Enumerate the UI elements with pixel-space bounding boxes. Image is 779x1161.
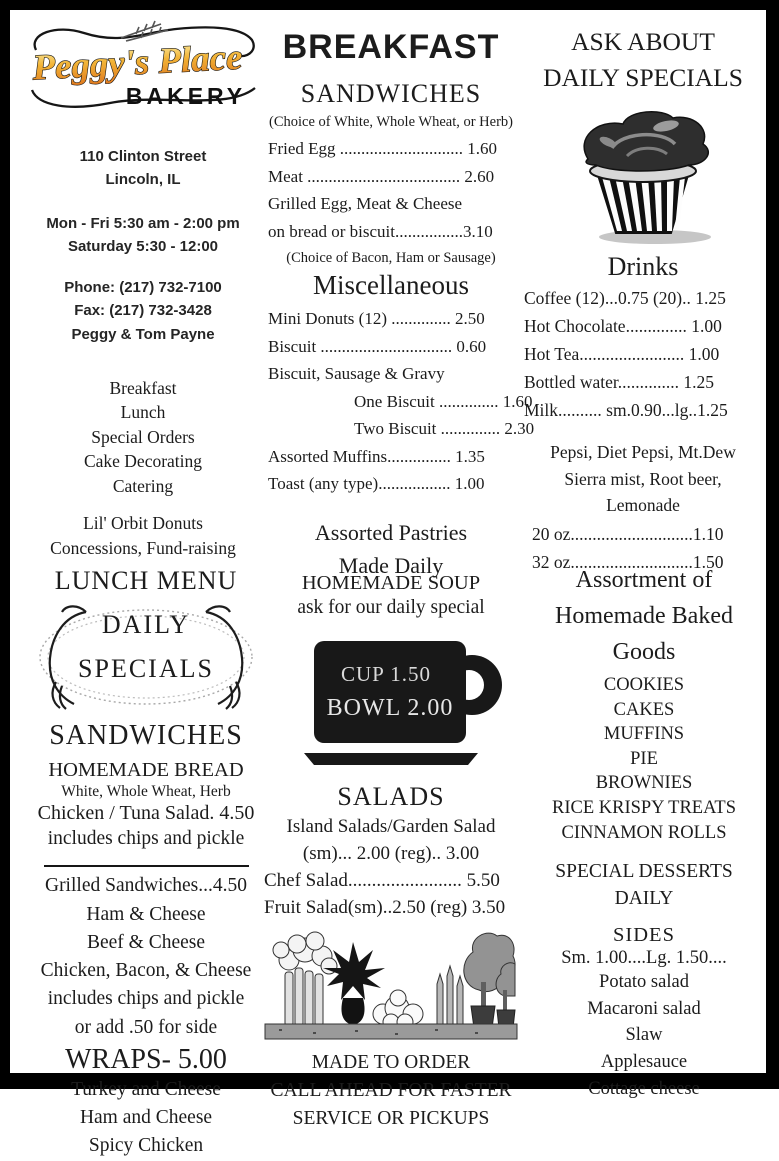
cupcake-image <box>567 107 719 247</box>
menu-line: MUFFINS <box>603 724 685 745</box>
soda-line: Pepsi, Diet Pepsi, Mt.Dew <box>550 442 736 463</box>
drinks-title: Drinks <box>607 252 679 282</box>
menu-line: Cottage cheese <box>588 1079 700 1099</box>
menu-line: Milk.......... sm.0.90...lg..1.25 <box>524 400 728 421</box>
menu-line: includes chips and pickle <box>47 988 245 1010</box>
service-item: Breakfast <box>109 377 177 398</box>
hours-line: Mon - Fri 5:30 am - 2:00 pm <box>46 214 240 232</box>
bakery-info-column <box>20 18 266 560</box>
service-item: Special Orders <box>91 426 195 447</box>
breakfast-column <box>262 18 535 582</box>
service-item: Cake Decorating <box>83 451 203 472</box>
salads-title: SALADS <box>337 782 445 811</box>
menu-line: 20 oz............................1.10 <box>532 524 724 545</box>
service-item: Lil' Orbit Donuts <box>83 513 203 534</box>
services-list-2 <box>20 511 266 560</box>
menu-line: Spicy Chicken <box>88 1135 204 1157</box>
address-line: 110 Clinton Street <box>79 148 207 165</box>
soda-line: Sierra mist, Root beer, <box>564 468 722 489</box>
fax-line: Fax: (217) 732-3428 <box>74 302 212 320</box>
menu-line: Slaw <box>625 1025 663 1046</box>
wraps-list <box>22 1076 270 1161</box>
sides-list <box>520 969 768 1103</box>
title-line: DAILY SPECIALS <box>543 62 743 92</box>
bread-types: White, Whole Wheat, Herb <box>61 783 231 800</box>
menu-line: Potato salad <box>599 971 689 992</box>
menu-line: Biscuit, Sausage & Gravy <box>268 364 445 384</box>
soup-salads-column <box>262 572 520 1134</box>
menu-line: or add .50 for side <box>74 1016 218 1038</box>
daily-specials-banner <box>22 598 270 716</box>
breakfast-title: BREAKFAST <box>282 28 500 66</box>
menu-line: Bottled water.............. 1.25 <box>524 372 715 393</box>
menu-line: COOKIES <box>603 675 685 695</box>
bread-choice-note: (Choice of White, Whole Wheat, or Herb) <box>268 114 513 130</box>
logo-name: Peggy's Place <box>30 36 238 88</box>
services-list <box>20 376 266 499</box>
footer-line: CALL AHEAD FOR FASTER <box>270 1080 512 1102</box>
sandwiches-title: SANDWICHES <box>300 79 482 108</box>
service-item: Concessions, Fund-raising <box>50 537 236 558</box>
menu-line: Coffee (12)...0.75 (20).. 1.25 <box>524 288 726 309</box>
menu-line: Grilled Egg, Meat & Cheese <box>268 194 463 214</box>
menu-line: CAKES <box>613 699 675 720</box>
menu-line: RICE KRISPY TREATS <box>551 797 736 818</box>
logo-sub: BAKERY <box>125 83 246 109</box>
lunch-column <box>22 566 270 1161</box>
sides-price-line: Sm. 1.00....Lg. 1.50.... <box>561 947 727 968</box>
service-item: Lunch <box>120 402 166 423</box>
daily-label: DAILY <box>101 610 191 639</box>
misc-title: Miscellaneous <box>313 270 469 301</box>
menu-line: Biscuit ............................... 0.60 <box>268 336 487 356</box>
wraps-title: WRAPS- 5.00 <box>65 1043 227 1075</box>
menu-line: Ham & Cheese <box>86 903 206 925</box>
menu-line: Turkey and Cheese <box>71 1078 221 1100</box>
pastries-line: Made Daily <box>338 552 444 578</box>
hours-line: Saturday 5:30 - 12:00 <box>67 237 219 255</box>
meat-choice-note: (Choice of Bacon, Ham or Sausage) <box>286 250 496 267</box>
coffee-mug-image <box>288 633 494 769</box>
menu-line: Island Salads/Garden Salad <box>286 816 496 837</box>
vegetables-image <box>265 926 517 1044</box>
menu-line: Macaroni salad <box>587 998 701 1019</box>
lunch-title: LUNCH MENU <box>54 566 238 595</box>
sides-title: SIDES <box>613 923 675 946</box>
drink-items <box>518 284 768 424</box>
homemade-bread-title: HOMEMADE BREAD <box>48 759 244 781</box>
menu-line: Fruit Salad(sm)..2.50 (reg) 3.50 <box>264 896 506 918</box>
menu-line: CINNAMON ROLLS <box>561 822 727 843</box>
menu-line: on bread or biscuit................3.10 <box>268 221 493 241</box>
section-divider <box>44 865 249 867</box>
lunch-sandwiches-title: SANDWICHES <box>49 720 243 751</box>
menu-line: Two Biscuit .............. 2.30 <box>354 419 535 439</box>
desserts-line: SPECIAL DESSERTS <box>555 861 733 883</box>
bowl-price-label: BOWL 2.00 <box>326 695 454 721</box>
menu-line: Chicken, Bacon, & Cheese <box>40 960 252 982</box>
ask-about-title <box>518 24 768 95</box>
contact <box>20 276 266 346</box>
menu-line: Toast (any type)................. 1.00 <box>268 474 485 494</box>
footer-line: SERVICE OR PICKUPS <box>292 1108 490 1130</box>
owners-line: Peggy & Tom Payne <box>71 325 215 343</box>
menu-line: PIE <box>630 748 658 769</box>
phone-line: Phone: (217) 732-7100 <box>64 279 222 296</box>
soup-subtitle: ask for our daily special <box>297 597 485 618</box>
menu-line: Applesauce <box>600 1052 688 1073</box>
title-line: Assortment of <box>575 567 713 593</box>
specials-label: SPECIALS <box>78 654 214 683</box>
menu-line: (sm)... 2.00 (reg).. 3.00 <box>302 842 480 864</box>
footer-line: MADE TO ORDER <box>311 1051 471 1073</box>
menu-line: Meat .................................... 2.60 <box>268 166 495 186</box>
chicken-tuna-line: Chicken / Tuna Salad. 4.50 <box>37 802 255 824</box>
baked-goods-column <box>520 562 768 1103</box>
misc-items <box>262 305 535 498</box>
pastries-line: Assorted Pastries <box>314 519 468 545</box>
title-line: Homemade Baked <box>555 603 733 629</box>
grilled-sandwiches <box>22 872 270 1042</box>
cup-price-label: CUP 1.50 <box>340 662 432 686</box>
menu-line: Hot Tea........................ 1.00 <box>524 344 720 365</box>
baked-goods-title <box>520 562 768 670</box>
menu-line: Beef & Cheese <box>86 931 206 953</box>
menu-line: Fried Egg ............................. 1.60 <box>268 139 498 158</box>
soda-line: Lemonade <box>606 494 680 515</box>
desserts-line: DAILY <box>614 888 674 910</box>
soup-title: HOMEMADE SOUP <box>301 572 481 594</box>
address <box>20 145 266 192</box>
menu-line: 32 oz............................1.50 <box>532 552 724 573</box>
chicken-note: includes chips and pickle <box>47 828 245 849</box>
menu-line: Ham and Cheese <box>79 1107 213 1129</box>
salad-items <box>262 814 520 922</box>
menu-line: BROWNIES <box>595 773 693 794</box>
menu-line: Chef Salad........................ 5.50 <box>264 869 500 891</box>
address-line: Lincoln, IL <box>105 171 181 189</box>
baked-goods-list <box>520 673 768 845</box>
breakfast-sandwich-items <box>262 135 520 245</box>
menu-line: Mini Donuts (12) .............. 2.50 <box>268 309 485 329</box>
hours <box>20 212 266 259</box>
soda-list <box>518 439 768 518</box>
menu-line: Grilled Sandwiches...4.50 <box>44 875 247 897</box>
title-line: ASK ABOUT <box>571 27 715 56</box>
bakery-logo <box>26 18 261 114</box>
special-desserts <box>520 858 768 913</box>
made-to-order-note <box>262 1049 520 1134</box>
menu-line: One Biscuit .............. 1.60 <box>354 391 533 411</box>
title-line: Goods <box>612 639 676 665</box>
specials-column <box>518 22 768 576</box>
menu-line: Assorted Muffins............... 1.35 <box>268 446 485 466</box>
menu-line: Hot Chocolate.............. 1.00 <box>524 316 722 337</box>
service-item: Catering <box>112 475 174 496</box>
